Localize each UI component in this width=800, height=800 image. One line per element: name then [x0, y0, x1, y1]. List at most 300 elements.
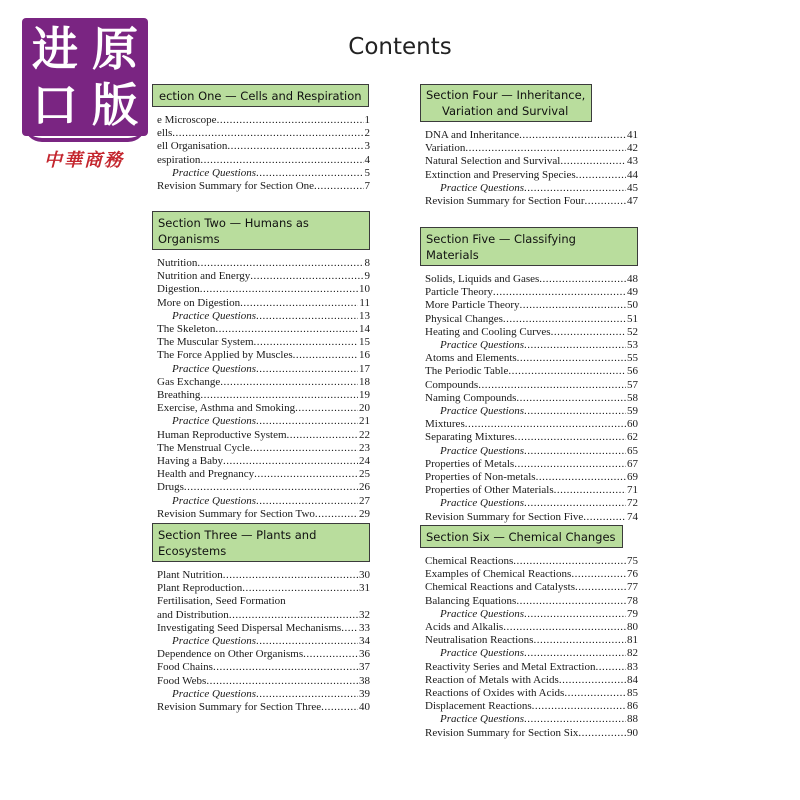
toc-entry-title: Properties of Metals [425, 457, 515, 470]
toc-leader-dots [519, 129, 626, 142]
toc-entry[interactable] [157, 270, 370, 283]
toc-page-number: 31 [359, 582, 370, 595]
toc-entry[interactable] [425, 595, 638, 608]
toc-entry-title: DNA and Inheritance [425, 129, 520, 141]
toc-page-number: 21 [359, 415, 370, 428]
section-title: Section Five — Classifying Materials [426, 232, 576, 262]
toc-entry[interactable] [157, 622, 370, 635]
toc-page-number: 15 [359, 336, 370, 349]
logo-char: 进 [32, 22, 78, 76]
toc-entry[interactable] [425, 511, 638, 524]
toc-entry[interactable] [157, 508, 370, 521]
toc-page-number: 10 [359, 283, 370, 296]
toc-page-number: 3 [364, 140, 370, 153]
toc-page-number: 50 [627, 299, 638, 312]
toc-entry[interactable] [425, 581, 638, 594]
toc-entry-title: Revision Summary for Section Six [425, 726, 579, 739]
toc-page-number: 71 [627, 484, 638, 497]
toc-leader-dots [532, 700, 626, 713]
toc-leader-dots [524, 405, 626, 418]
toc-page-number: 19 [359, 389, 370, 402]
toc-leader-dots [514, 458, 626, 471]
toc-entry-title: Particle Theory [425, 286, 493, 299]
toc-entry-title: Chemical Reactions [425, 555, 514, 567]
toc-page-number: 9 [364, 270, 370, 283]
section-header [420, 227, 638, 266]
toc-entry[interactable] [157, 701, 370, 714]
toc-entry[interactable] [425, 621, 638, 634]
toc-leader-dots [516, 392, 626, 405]
toc-page-number: 83 [627, 660, 638, 673]
toc-entry-title: Practice Questions [172, 415, 257, 428]
section-title: Section Three — Plants and Ecosystems [158, 528, 317, 558]
toc-entry-title: Having a Baby [157, 455, 223, 468]
toc-leader-dots [517, 352, 626, 365]
section-entries [152, 569, 370, 714]
toc-entry-title: Investigating Seed Dispersal Mechanisms [157, 621, 342, 634]
toc-page-number: 23 [359, 441, 370, 454]
toc-page-number: 53 [627, 339, 638, 352]
toc-page-number: 30 [359, 569, 370, 581]
toc-leader-dots [206, 675, 358, 688]
logo-char: 原 [92, 22, 138, 76]
toc-entry[interactable] [425, 286, 638, 299]
toc-page-number: 13 [359, 309, 370, 322]
toc-entry[interactable] [425, 555, 638, 568]
section-title-line: Section Four — Inheritance, [426, 88, 586, 102]
toc-leader-dots [295, 402, 358, 415]
section-two [152, 211, 370, 521]
toc-entry-title: Nutrition [157, 257, 198, 269]
toc-entry-title: Drugs [157, 481, 184, 494]
section-four [420, 84, 638, 208]
section-entries [420, 555, 638, 740]
section-entries [420, 129, 638, 208]
toc-page-number: 16 [359, 349, 370, 362]
toc-entry-title: Examples of Chemical Reactions [425, 568, 572, 581]
toc-entry-title: Practice Questions [172, 635, 257, 648]
toc-page-number: 37 [359, 661, 370, 674]
toc-page-number: 60 [627, 418, 638, 431]
toc-entry-title: Solids, Liquids and Gases [425, 273, 540, 285]
toc-entry-title: Practice Questions [172, 494, 257, 507]
toc-entry-title: Breathing [157, 389, 201, 402]
logo-subtitle: 中華商務 [44, 150, 124, 171]
toc-leader-dots [595, 661, 626, 674]
section-title: Section Six — Chemical Changes [426, 530, 616, 544]
toc-entry[interactable] [425, 169, 638, 182]
page-title: Contents [348, 34, 452, 60]
toc-leader-dots [560, 155, 626, 168]
toc-entry[interactable] [157, 661, 370, 674]
toc-entry-title: Plant Reproduction [157, 582, 243, 595]
toc-page-number: 25 [359, 468, 370, 481]
toc-leader-dots [314, 180, 363, 193]
toc-page-number: 86 [627, 700, 638, 713]
toc-leader-dots [585, 195, 627, 208]
toc-page-number: 22 [359, 428, 370, 441]
toc-page-number: 7 [364, 180, 370, 193]
toc-entry-title: Health and Pregnancy [157, 468, 255, 481]
section-entries [420, 273, 638, 524]
toc-page-number: 8 [364, 257, 370, 269]
toc-leader-dots [524, 182, 626, 195]
toc-leader-dots [213, 661, 358, 674]
section-header [152, 84, 369, 107]
toc-entry-practice[interactable] [425, 339, 638, 352]
toc-entry-practice[interactable] [157, 167, 370, 180]
toc-leader-dots [223, 569, 358, 582]
toc-page-number: 67 [627, 457, 638, 470]
toc-entry-title: espiration [157, 153, 201, 166]
toc-page-number: 36 [359, 648, 370, 661]
toc-entry-practice[interactable] [425, 445, 638, 458]
toc-leader-dots [256, 635, 358, 648]
toc-entry-title: The Muscular System [157, 336, 254, 349]
toc-leader-dots [575, 581, 626, 594]
toc-leader-dots [254, 468, 358, 481]
toc-entry-title: ells [157, 127, 173, 140]
toc-leader-dots [520, 299, 627, 312]
toc-page-number: 18 [359, 375, 370, 388]
toc-entry-title: Plant Nutrition [157, 569, 223, 581]
toc-entry-title: Revision Summary for Section Two [157, 507, 315, 520]
toc-leader-dots [503, 621, 626, 634]
toc-entry-title: Practice Questions [172, 687, 257, 700]
toc-page-number: 34 [359, 635, 370, 648]
toc-entry-title: Revision Summary for Section One [157, 180, 315, 193]
toc-entry-practice[interactable] [425, 405, 638, 418]
toc-entry[interactable] [157, 442, 370, 455]
toc-page-number: 32 [359, 608, 370, 621]
toc-page-number: 38 [359, 674, 370, 687]
section-title: ection One — Cells and Respiration [159, 89, 362, 103]
toc-entry[interactable] [425, 142, 638, 155]
toc-page-number: 85 [627, 687, 638, 700]
toc-leader-dots [184, 481, 358, 494]
toc-page-number: 20 [359, 402, 370, 415]
toc-page-number: 11 [359, 296, 370, 309]
toc-entry[interactable] [425, 458, 638, 471]
toc-entry[interactable] [425, 431, 638, 444]
toc-leader-dots [578, 727, 626, 740]
toc-entry[interactable] [425, 195, 638, 208]
toc-leader-dots [215, 323, 358, 336]
toc-entry[interactable] [425, 687, 638, 700]
toc-page-number: 49 [627, 286, 638, 299]
toc-entry-title: Displacement Reactions [425, 700, 532, 713]
toc-entry-practice[interactable] [157, 363, 370, 376]
toc-entry[interactable] [425, 727, 638, 740]
toc-entry-title: Atoms and Elements [425, 352, 517, 365]
toc-page-number: 14 [359, 323, 370, 336]
toc-entry-practice[interactable] [157, 635, 370, 648]
toc-page-number: 33 [359, 621, 370, 634]
toc-entry-title: Dependence on Other Organisms [157, 648, 304, 661]
section-header [152, 211, 370, 250]
toc-page-number: 27 [359, 494, 370, 507]
toc-entry[interactable] [157, 569, 370, 582]
toc-entry[interactable] [425, 352, 638, 365]
toc-page-number: 5 [364, 166, 370, 179]
toc-page-number: 2 [364, 127, 370, 140]
toc-page-number: 88 [627, 713, 638, 726]
toc-entry[interactable] [157, 140, 370, 153]
toc-leader-dots [551, 326, 626, 339]
section-one [152, 84, 370, 193]
toc-entry[interactable] [157, 609, 370, 622]
toc-entry[interactable] [425, 700, 638, 713]
toc-leader-dots [229, 609, 358, 622]
toc-entry-title: ell Organisation [157, 140, 228, 153]
toc-entry[interactable] [157, 481, 370, 494]
toc-leader-dots [478, 379, 626, 392]
toc-leader-dots [321, 701, 358, 714]
toc-page-number: 75 [627, 555, 638, 567]
toc-page-number: 26 [359, 481, 370, 494]
toc-entry-title: Practice Questions [440, 181, 525, 194]
toc-entry-practice[interactable] [425, 182, 638, 195]
toc-page-number: 80 [627, 621, 638, 634]
toc-leader-dots [256, 415, 358, 428]
toc-entry-title: Practice Questions [440, 405, 525, 418]
toc-entry[interactable] [425, 634, 638, 647]
toc-page-number: 72 [627, 497, 638, 510]
toc-entry[interactable] [157, 468, 370, 481]
toc-entry-title: and Distribution [157, 608, 229, 621]
toc-page-number: 43 [627, 155, 638, 168]
toc-leader-dots [524, 445, 626, 458]
toc-entry[interactable] [425, 313, 638, 326]
section-entries [152, 257, 370, 521]
toc-entry-title: The Force Applied by Muscles [157, 349, 293, 362]
toc-entry-title: Reactions of Oxides with Acids [425, 687, 565, 700]
toc-page-number: 44 [627, 168, 638, 181]
toc-leader-dots [583, 511, 626, 524]
toc-entry-title: Practice Questions [440, 497, 525, 510]
toc-page-number: 90 [627, 726, 638, 739]
toc-entry-title: Revision Summary for Section Four [425, 195, 585, 208]
toc-entry[interactable] [157, 455, 370, 468]
logo-char: 版 [92, 78, 138, 132]
toc-page-number: 81 [627, 634, 638, 647]
toc-entry-title: e Microscope [157, 114, 217, 126]
toc-entry[interactable] [425, 661, 638, 674]
toc-entry[interactable] [157, 180, 370, 193]
section-header [420, 84, 592, 122]
toc-entry-title: Balancing Equations [425, 594, 517, 607]
toc-entry[interactable] [157, 127, 370, 140]
toc-entry[interactable] [157, 648, 370, 661]
toc-entry[interactable] [157, 323, 370, 336]
toc-leader-dots [554, 484, 626, 497]
toc-entry[interactable] [425, 273, 638, 286]
toc-entry[interactable] [157, 257, 370, 270]
toc-entry-title: Nutrition and Energy [157, 270, 251, 283]
toc-entry-title: Properties of Non-metals [425, 471, 536, 484]
section-header [152, 523, 370, 562]
toc-entry-title: Practice Questions [440, 713, 525, 726]
toc-leader-dots [256, 688, 358, 701]
toc-leader-dots [524, 608, 626, 621]
toc-entry-practice[interactable] [157, 415, 370, 428]
logo-char: 口 [32, 78, 78, 132]
toc-entry-title: Physical Changes [425, 312, 503, 325]
toc-entry-title: Gas Exchange [157, 375, 221, 388]
toc-page-number: 40 [359, 701, 370, 714]
toc-entry[interactable] [157, 582, 370, 595]
toc-page-number: 56 [627, 365, 638, 378]
toc-leader-dots [227, 140, 363, 153]
section-six [420, 525, 638, 740]
toc-entry[interactable] [157, 349, 370, 362]
toc-leader-dots [256, 363, 358, 376]
toc-entry-title: Compounds [425, 378, 479, 391]
toc-entry-title: Food Webs [157, 674, 207, 687]
toc-leader-dots [315, 508, 358, 521]
toc-page-number: 51 [627, 312, 638, 325]
section-three [152, 523, 370, 714]
toc-entry-title: Human Reproductive System [157, 428, 287, 441]
toc-entry[interactable] [425, 484, 638, 497]
toc-entry[interactable] [157, 154, 370, 167]
toc-page-number: 62 [627, 431, 638, 444]
toc-page-number: 39 [359, 687, 370, 700]
toc-entry-title: Properties of Other Materials [425, 484, 554, 497]
section-title-line: Variation and Survival [442, 103, 569, 118]
toc-entry[interactable] [425, 299, 638, 312]
toc-leader-dots [524, 339, 626, 352]
toc-entry-practice[interactable] [425, 608, 638, 621]
toc-entry-title: Extinction and Preserving Species [425, 168, 576, 181]
toc-entry-title: Practice Questions [172, 362, 257, 375]
toc-leader-dots [197, 257, 363, 270]
toc-leader-dots [254, 336, 358, 349]
toc-entry-title: Natural Selection and Survival [425, 155, 561, 168]
toc-entry-title: More Particle Theory [425, 299, 520, 312]
toc-entry[interactable] [425, 365, 638, 378]
toc-entry-practice[interactable] [157, 310, 370, 323]
toc-entry[interactable] [157, 675, 370, 688]
toc-leader-dots [515, 431, 626, 444]
toc-leader-dots [240, 297, 358, 310]
toc-page-number: 76 [627, 568, 638, 581]
toc-leader-dots [242, 582, 358, 595]
toc-leader-dots [516, 595, 626, 608]
toc-page-number: 24 [359, 455, 370, 468]
toc-entry[interactable] [157, 283, 370, 296]
toc-page-number: 45 [627, 181, 638, 194]
toc-entry-title: Separating Mixtures [425, 431, 515, 444]
toc-page-number: 78 [627, 594, 638, 607]
toc-leader-dots [172, 127, 363, 140]
toc-leader-dots [250, 270, 363, 283]
toc-leader-dots [493, 286, 626, 299]
toc-entry[interactable] [425, 418, 638, 431]
toc-entry[interactable] [425, 155, 638, 168]
toc-page-number: 17 [359, 362, 370, 375]
toc-entry-title: Exercise, Asthma and Smoking [157, 402, 296, 415]
toc-entry-title: Fertilisation, Seed Formation [157, 595, 286, 608]
toc-page-number: 65 [627, 444, 638, 457]
toc-entry[interactable] [425, 568, 638, 581]
toc-entry-title: Reactivity Series and Metal Extraction [425, 660, 596, 673]
toc-page-number: 59 [627, 405, 638, 418]
toc-page-number: 4 [364, 153, 370, 166]
toc-leader-dots [293, 349, 358, 362]
toc-leader-dots [524, 713, 626, 726]
toc-entry-title: Heating and Cooling Curves [425, 325, 551, 338]
toc-page-number: 58 [627, 391, 638, 404]
toc-entry[interactable] [157, 336, 370, 349]
toc-entry[interactable] [157, 429, 370, 442]
toc-entry[interactable] [157, 297, 370, 310]
toc-page-number: 1 [364, 114, 370, 126]
toc-leader-dots [223, 455, 358, 468]
toc-entry-practice[interactable] [425, 713, 638, 726]
toc-entry[interactable] [425, 471, 638, 484]
toc-leader-dots [524, 497, 626, 510]
toc-page-number: 84 [627, 673, 638, 686]
toc-page-number: 69 [627, 471, 638, 484]
toc-entry-practice[interactable] [425, 497, 638, 510]
toc-entry[interactable] [157, 376, 370, 389]
toc-entry[interactable] [425, 392, 638, 405]
toc-entry-title: Practice Questions [440, 647, 525, 660]
toc-entry-title: Practice Questions [172, 309, 257, 322]
toc-entry-title: More on Digestion [157, 296, 241, 309]
toc-leader-dots [217, 114, 364, 127]
toc-leader-dots [536, 471, 626, 484]
toc-entry-practice[interactable] [157, 688, 370, 701]
toc-entry[interactable] [157, 114, 370, 127]
toc-leader-dots [564, 687, 626, 700]
toc-entry-practice[interactable] [157, 495, 370, 508]
toc-page-number: 57 [627, 378, 638, 391]
toc-entry-title: Acids and Alkalis [425, 621, 504, 634]
toc-leader-dots [508, 365, 626, 378]
toc-entry-title: Food Chains [157, 661, 213, 674]
toc-entry[interactable] [425, 129, 638, 142]
toc-page-number: 48 [627, 273, 638, 285]
toc-entry-title: The Periodic Table [425, 365, 509, 378]
toc-page-number: 55 [627, 352, 638, 365]
toc-entry[interactable] [425, 379, 638, 392]
toc-entry[interactable] [157, 595, 370, 608]
toc-leader-dots [287, 429, 358, 442]
toc-entry[interactable] [425, 674, 638, 687]
toc-entry[interactable] [157, 402, 370, 415]
toc-entry[interactable] [157, 389, 370, 402]
toc-entry-title: Mixtures [425, 418, 465, 431]
toc-leader-dots [571, 568, 626, 581]
toc-leader-dots [200, 283, 358, 296]
section-five [420, 227, 638, 524]
toc-page-number: 79 [627, 607, 638, 620]
toc-page-number: 74 [627, 510, 638, 523]
toc-entry-practice[interactable] [425, 647, 638, 660]
toc-entry[interactable] [425, 326, 638, 339]
toc-page-number: 47 [627, 195, 638, 208]
toc-leader-dots [576, 169, 626, 182]
toc-entry-title: Practice Questions [440, 444, 525, 457]
toc-leader-dots [341, 622, 358, 635]
toc-page-number: 42 [627, 142, 638, 155]
toc-leader-dots [303, 648, 358, 661]
toc-entry-title: Digestion [157, 283, 200, 296]
section-title: Section Two — Humans as Organisms [158, 216, 309, 246]
toc-leader-dots [524, 647, 626, 660]
